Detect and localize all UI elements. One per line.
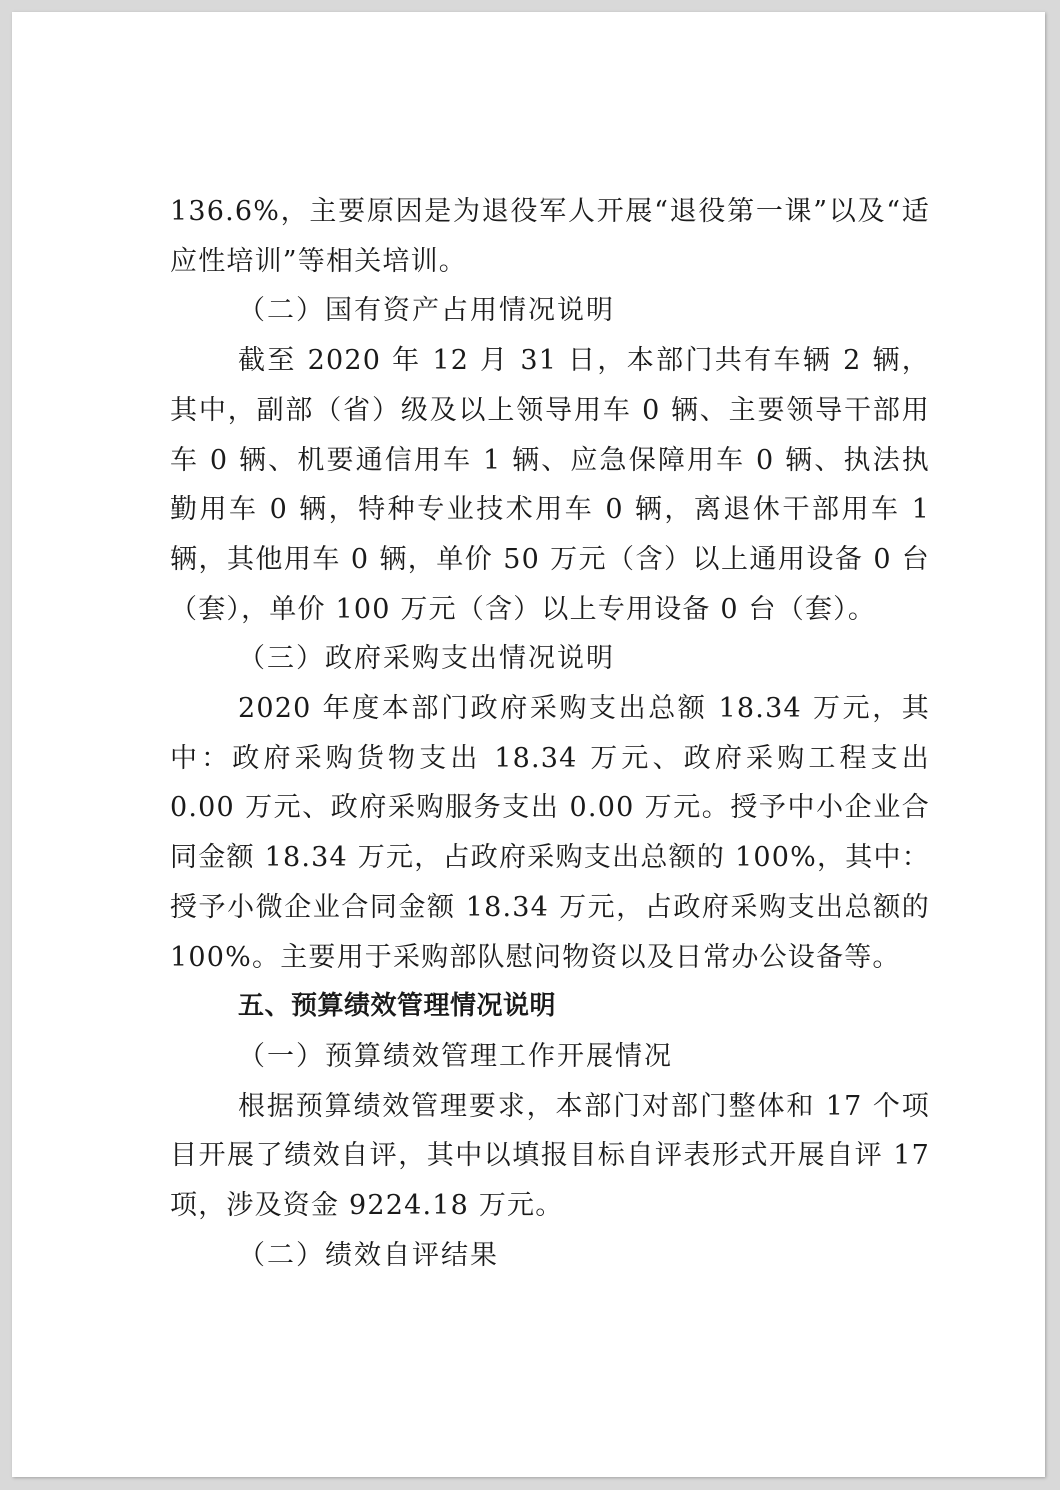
document-page [12, 12, 1045, 1477]
page-content [170, 187, 930, 1280]
subheading-performance-work: （一）预算绩效管理工作开展情况 [238, 1040, 673, 1072]
paragraph-training-cost-explanation: 136.6%，主要原因是为退役军人开展“退役第一课”以及“适应性培训”等相关培训。 [170, 196, 930, 277]
heading-budget-performance: 五、预算绩效管理情况说明 [238, 991, 557, 1022]
subheading-state-assets: （二）国有资产占用情况说明 [238, 295, 615, 327]
subheading-evaluation-results: （二）绩效自评结果 [238, 1239, 499, 1271]
subheading-government-procurement: （三）政府采购支出情况说明 [238, 643, 615, 675]
paragraph-self-evaluation: 根据预算绩效管理要求，本部门对部门整体和 17 个项目开展了绩效自评，其中以填报目标自评表形式开展自评 17 项，涉及资金 9224.18 万元。 [170, 1090, 930, 1222]
paragraph-vehicle-assets: 截至 2020 年 12 月 31 日，本部门共有车辆 2 辆，其中，副部（省）级及以上领导用车 0 辆、主要领导干部用车 0 辆、机要通信用车 1 辆、应急保障用车 0 辆、执法执勤用车 0 辆，特种专业技术用车 0 辆，离退休干部用车 1 辆，其他用车 0 辆，单价 50 万元（含）以上通用设备 0 台（套），单价 100 万元（含）以上专用设备 0 台（套）。 [170, 345, 930, 625]
paragraph-procurement-details: 2020 年度本部门政府采购支出总额 18.34 万元，其中：政府采购货物支出 18.34 万元、政府采购工程支出 0.00 万元、政府采购服务支出 0.00 万元。授予中小企业合同金额 18.34 万元，占政府采购支出总额的 100%，其中：授予小微企业合同金额 18.34 万元，占政府采购支出总额的 100%。主要用于采购部队慰问物资以及日常办公设备等。 [170, 693, 930, 973]
